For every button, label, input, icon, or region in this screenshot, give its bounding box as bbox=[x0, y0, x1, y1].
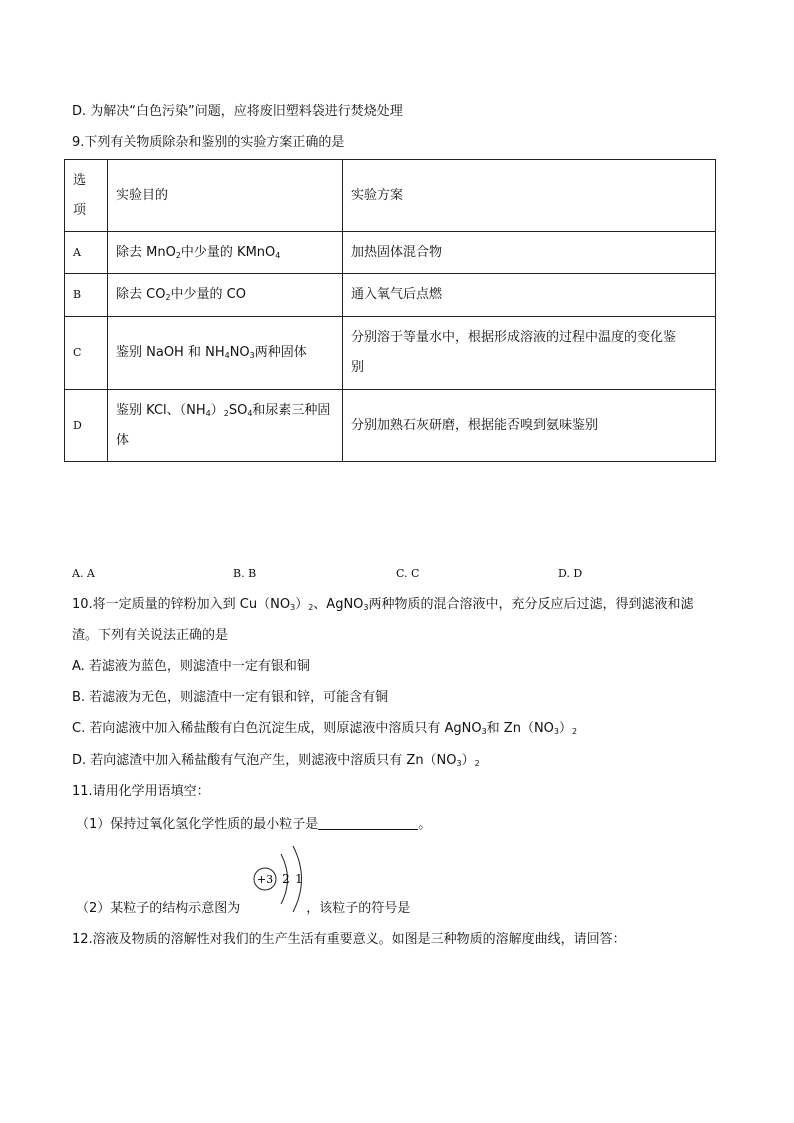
row-c-goal: 鉴别 NaOH 和 $NH_4NO_3$两种固体 bbox=[108, 317, 343, 390]
q10-stem-line1: 10.将一定质量的锌粉加入到 $Cu(NO_3)_2$、AgNO$_3$两种物质的混合溶液中，充分反应后过滤，得到滤液和滤 bbox=[72, 597, 694, 612]
header-option bbox=[65, 160, 108, 232]
q11-stem: 11.请用化学用语填空： bbox=[72, 784, 210, 799]
table-header-row bbox=[65, 160, 716, 232]
q10-option-c: C. 若向滤液中加入稀盐酸有白色沉淀生成，则原滤液中溶质只有 AgNO$_3$和 $Zn(NO_3)_2$ bbox=[72, 721, 578, 736]
row-b-plan: 通入氧气后点燃 bbox=[343, 274, 716, 317]
table-row bbox=[65, 390, 716, 462]
row-a-plan: 加热固体混合物 bbox=[343, 232, 716, 274]
q10-option-b: B. 若滤液为无色，则滤渣中一定有银和锌，可能含有铜 bbox=[72, 690, 389, 705]
row-d-goal: 鉴别 KCl、$(NH_4)_2SO_4$和尿素三种固 体 bbox=[108, 390, 343, 462]
answer-b[interactable]: B. B bbox=[233, 567, 257, 580]
header-plan: 实验方案 bbox=[343, 160, 716, 232]
answer-a[interactable]: A. A bbox=[72, 567, 95, 580]
row-c-option: C bbox=[65, 317, 108, 390]
q9-stem: 9.下列有关物质除杂和鉴别的实验方案正确的是 bbox=[72, 135, 345, 150]
q10-option-d: D. 若向滤渣中加入稀盐酸有气泡产生，则滤液中溶质只有 $Zn(NO_3)_2$ bbox=[72, 753, 480, 768]
q8-option-d: D. 为解决“白色污染”问题，应将废旧塑料袋进行焚烧处理 bbox=[72, 104, 403, 119]
row-c-plan: 分别溶于等量水中，根据形成溶液的过程中温度的变化鉴 别 bbox=[343, 317, 716, 390]
table-row bbox=[65, 317, 716, 390]
answer-d[interactable]: D. D bbox=[558, 567, 583, 580]
answer-blank[interactable] bbox=[318, 815, 418, 830]
q11-part2: （2）某粒子的结构示意图为 ，该粒子的符号是 bbox=[76, 901, 411, 916]
q10-option-a: A. 若滤液为蓝色，则滤渣中一定有银和铜 bbox=[72, 659, 310, 674]
answer-c[interactable]: C. C bbox=[396, 567, 420, 580]
row-b-goal: 除去 $CO_2$中少量的 CO bbox=[108, 274, 343, 317]
table-row bbox=[65, 232, 716, 274]
header-option-text: 选项 bbox=[73, 172, 87, 218]
row-d-plan: 分别加熟石灰研磨，根据能否嗅到氨味鉴别 bbox=[343, 390, 716, 462]
row-a-goal: 除去 MnO$_2$中少量的 KMnO$_4$ bbox=[108, 232, 343, 274]
row-d-option: D bbox=[65, 390, 108, 462]
shell-1-electrons: 2 bbox=[282, 872, 290, 886]
nucleus-charge: +3 bbox=[256, 873, 274, 886]
row-b-option: B bbox=[65, 274, 108, 317]
q11-part1: （1）保持过氧化氢化学性质的最小粒子是 。 bbox=[76, 817, 432, 832]
q9-table bbox=[64, 159, 716, 462]
q12-stem: 12.溶液及物质的溶解性对我们的生产生活有重要意义。如图是三种物质的溶解度曲线，请回答： bbox=[72, 932, 626, 947]
row-a-option: A bbox=[65, 232, 108, 274]
table-row bbox=[65, 274, 716, 317]
q10-stem-line2: 渣。下列有关说法正确的是 bbox=[72, 628, 229, 643]
header-goal: 实验目的 bbox=[108, 160, 343, 232]
shell-2-electrons: 1 bbox=[295, 872, 303, 886]
